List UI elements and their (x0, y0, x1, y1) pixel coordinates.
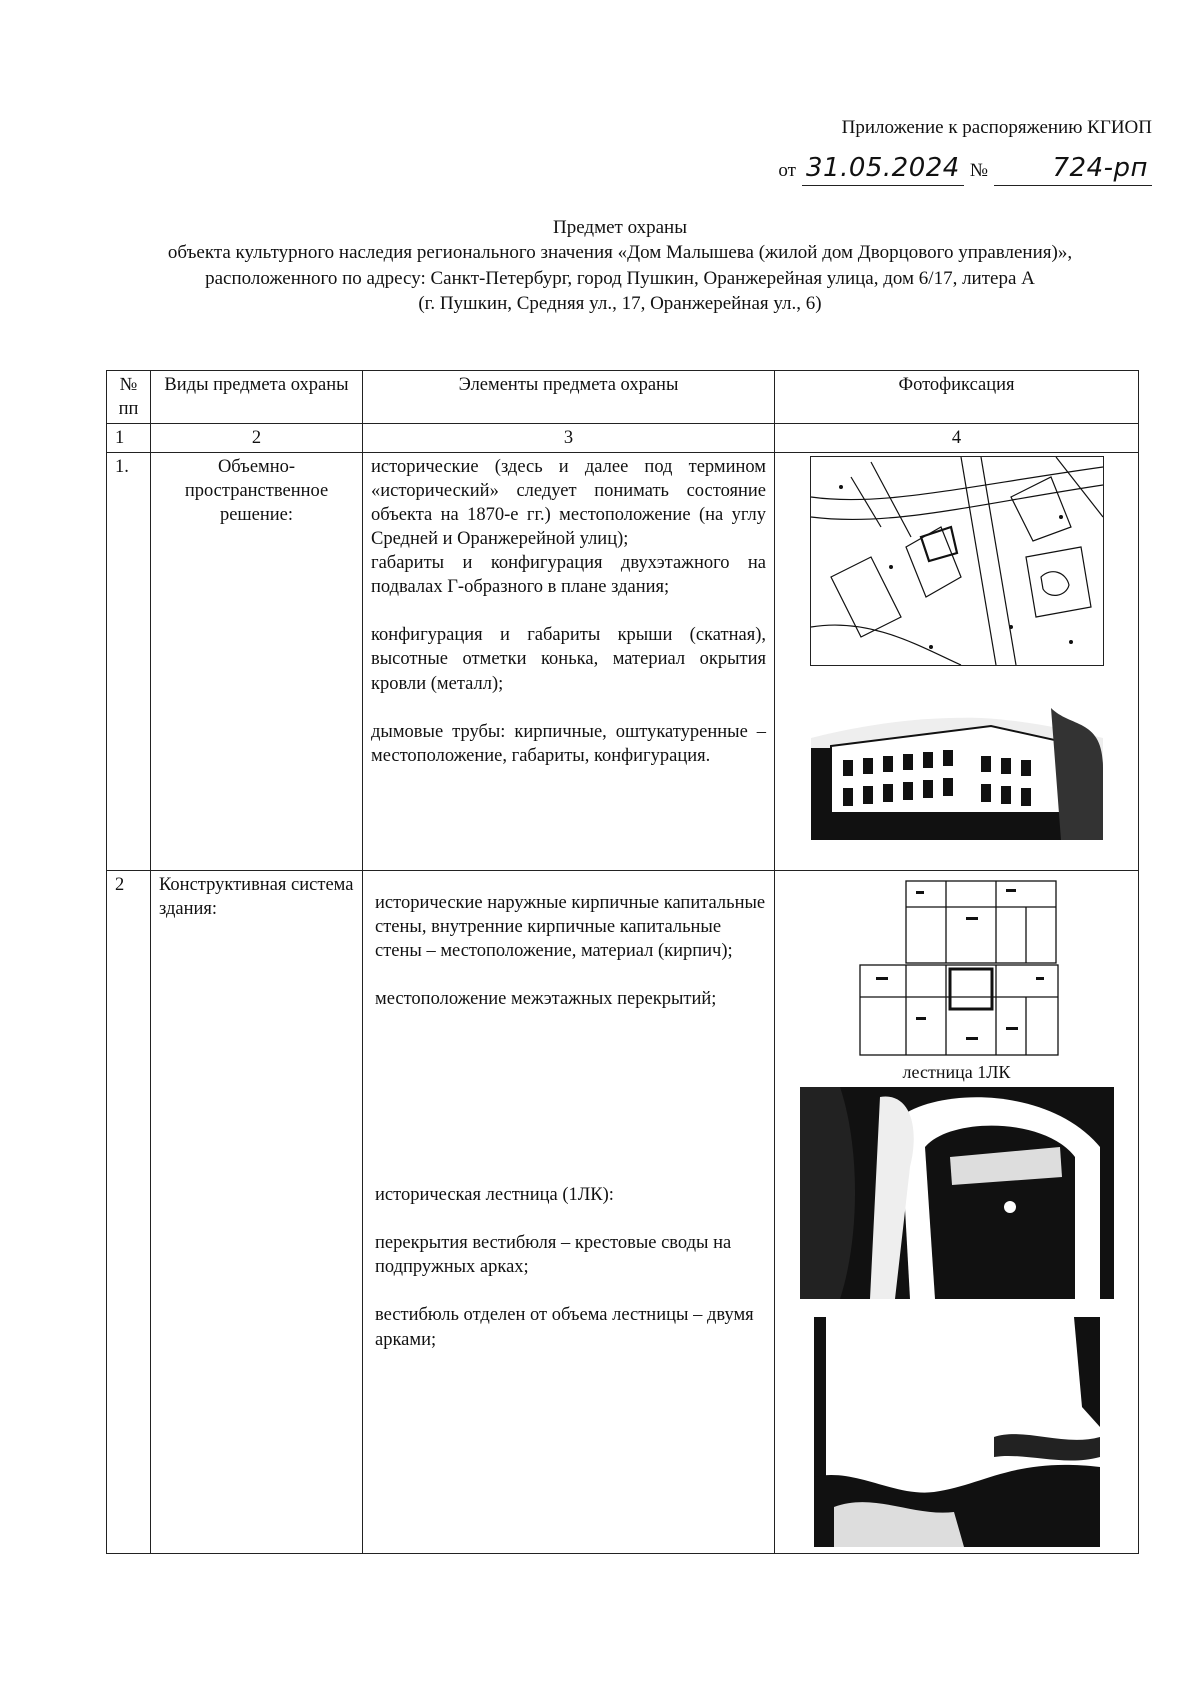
row-number: 1. (107, 453, 151, 871)
element-text: местоположение межэтажных перекрытий; (375, 989, 717, 1010)
appendix-title: Приложение к распоряжению КГИОП (841, 117, 1152, 138)
order-number: 724-рп (994, 152, 1152, 187)
header-type: Виды предмета охраны (151, 371, 363, 424)
title-line-4: (г. Пушкин, Средняя ул., 17, Оранжерейная ул., 6) (418, 293, 822, 315)
element-text: историческая лестница (1ЛК): (375, 1185, 614, 1206)
title-line-3: расположенного по адресу: Санкт-Петербург, город Пушкин, Оранжерейная улица, дом 6/17, литера А (205, 267, 1035, 289)
document-title (120, 215, 1120, 317)
colnum-2: 2 (151, 424, 363, 453)
element-text: дымовые трубы: кирпичные, оштукатуренные – местоположение, габариты, конфигурация. (371, 721, 766, 766)
element-text: исторические наружные кирпичные капитальные стены, внутренние кирпичные капитальные стены – местоположение, материал (кирпич); (375, 893, 766, 962)
vestibule-photo-image (814, 1317, 1100, 1547)
protection-table (106, 370, 1139, 1554)
order-reference (778, 152, 1152, 187)
table-row (107, 871, 1139, 1553)
element-text: исторические (здесь и далее под термином «исторический» следует понимать состояние объекта на 1870-е гг.) местоположение (на углу Средней и Оранжерейной улиц); (371, 457, 766, 550)
appendix-header (778, 116, 1152, 186)
table-header-row (107, 371, 1139, 424)
row-elements (363, 453, 775, 871)
table-colnum-row (107, 424, 1139, 453)
row-photos (775, 871, 1139, 1553)
table-row (107, 453, 1139, 871)
row-photos (775, 453, 1139, 871)
title-line-2: объекта культурного наследия регионального значения «Дом Малышева (жилой дом Дворцового управления)», (167, 242, 1073, 264)
colnum-3: 3 (363, 424, 775, 453)
row-elements (363, 871, 775, 1553)
row-type: Конструктивная система здания: (151, 871, 363, 1553)
staircase-photo-image (800, 1087, 1114, 1299)
row-type: Объемно-пространственное решение: (151, 453, 363, 871)
photo-caption: лестница 1ЛК (902, 1062, 1011, 1083)
number-prefix: № (969, 159, 988, 181)
element-text: вестибюль отделен от объема лестницы – двумя арками; (375, 1305, 754, 1350)
element-text: конфигурация и габариты крыши (скатная), высотные отметки конька, материал окрытия кровли (металл); (371, 625, 766, 694)
site-plan-map-image (810, 456, 1104, 666)
header-photo: Фотофиксация (775, 371, 1139, 424)
building-photo-image (811, 708, 1103, 840)
floor-plan-image (846, 877, 1068, 1059)
order-date: 31.05.2024 (802, 152, 964, 187)
colnum-4: 4 (775, 424, 1139, 453)
element-text: габариты и конфигурация двухэтажного на подвалах Г-образного в плане здания; (371, 553, 766, 598)
header-elements: Элементы предмета охраны (363, 371, 775, 424)
colnum-1: 1 (107, 424, 151, 453)
title-line-1: Предмет охраны (553, 217, 687, 238)
header-number: № пп (107, 371, 151, 424)
row-number: 2 (107, 871, 151, 1553)
date-prefix: от (778, 159, 796, 181)
element-text: перекрытия вестибюля – крестовые своды на подпружных арках; (375, 1233, 732, 1278)
